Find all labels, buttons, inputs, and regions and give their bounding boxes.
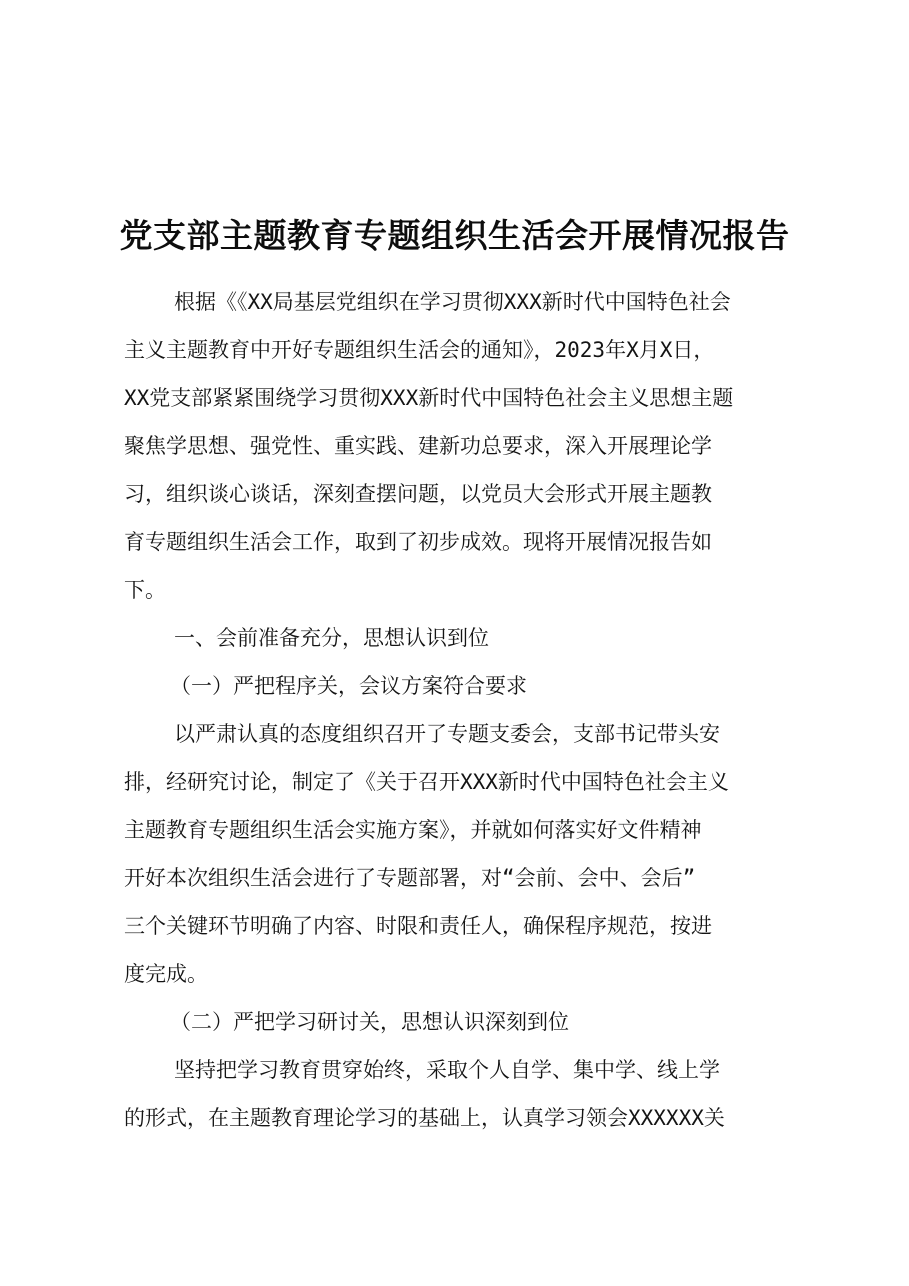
text-line: 聚焦学思想、强党性、重实践、建新功总要求，深入开展理论学 [124,434,712,458]
text-line: 排，经研究讨论，制定了《关于召开XXX新时代中国特色社会主义 [124,770,729,794]
text-line: 坚持把学习教育贯穿始终，采取个人自学、集中学、线上学 [174,1058,720,1082]
text-line: 习，组织谈心谈话，深刻查摆问题，以党员大会形式开展主题教 [124,482,712,506]
text-line: 度完成。 [124,962,208,986]
text-line: 三个关键环节明确了内容、时限和责任人，确保程序规范，按进 [124,914,712,938]
heading-line: （一）严把程序关，会议方案符合要求 [170,674,527,698]
paragraph-procedure [124,710,804,998]
text-line: XX党支部紧紧围绕学习贯彻XXX新时代中国特色社会主义思想主题 [124,386,734,410]
text-line: 育专题组织生活会工作，取到了初步成效。现将开展情况报告如 [124,530,712,554]
text-line: 的形式，在主题教育理论学习的基础上，认真学习领会XXXXXX关 [124,1106,725,1130]
text-line: 以严肃认真的态度组织召开了专题支委会，支部书记带头安 [174,722,720,746]
text-line: 主义主题教育中开好专题组织生活会的通知》，2023年X月X日， [124,338,715,362]
heading-line: （二）严把学习研讨关，思想认识深刻到位 [170,1010,569,1034]
document-title: 党支部主题教育专题组织生活会开展情况报告 [119,216,790,256]
text-line: 根据《《XX局基层党组织在学习贯彻XXX新时代中国特色社会 [174,290,731,314]
subsection-heading-1 [124,662,804,710]
document-body [124,278,804,1142]
text-line: 开好本次组织生活会进行了专题部署，对“会前、会中、会后” [124,866,696,890]
text-line: 下。 [124,578,166,602]
section-heading-1 [124,614,804,662]
paragraph-intro [124,278,804,614]
heading-line: 一、会前准备充分，思想认识到位 [174,626,489,650]
paragraph-study [124,1046,804,1142]
text-line: 主题教育专题组织生活会实施方案》，并就如何落实好文件精神 [124,818,702,842]
subsection-heading-2 [124,998,804,1046]
